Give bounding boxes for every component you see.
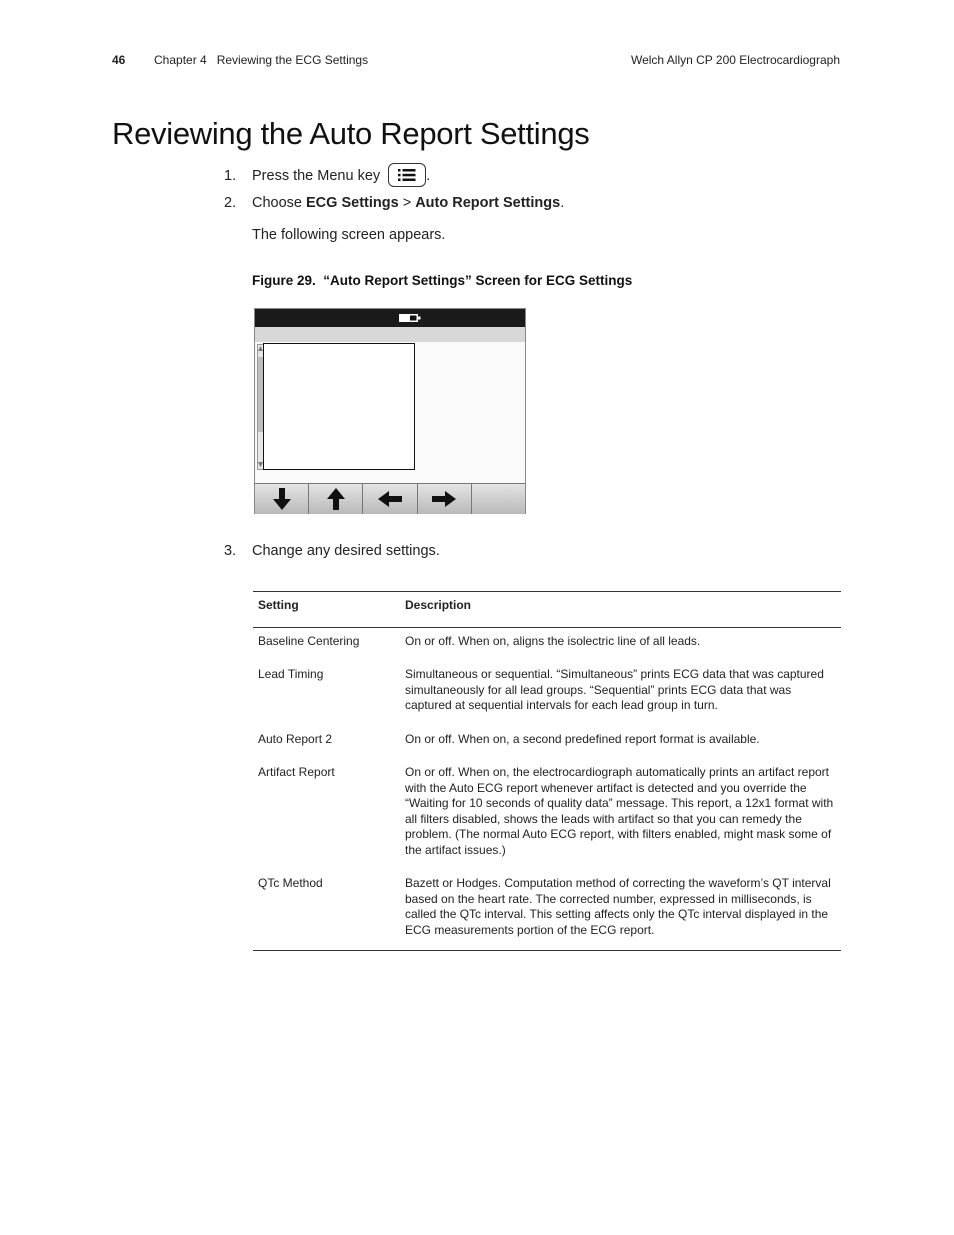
- settings-list[interactable]: [263, 343, 415, 470]
- step-text: Press the Menu key: [252, 167, 381, 184]
- menu-path-auto-report-settings: Auto Report Settings: [415, 195, 561, 211]
- setting-description: On or off. When on, a second predefined report format is available.: [405, 731, 760, 746]
- down-arrow-icon: [273, 488, 291, 510]
- screen-subtitle-bar: [255, 327, 525, 342]
- product-header: Welch Allyn CP 200 Electrocardiograph: [630, 53, 840, 67]
- step-suffix: .: [426, 167, 431, 184]
- figure-caption: Figure 29. “Auto Report Settings” Screen for ECG Settings: [252, 273, 633, 288]
- right-arrow-icon: [432, 491, 456, 507]
- step-1: [224, 164, 430, 188]
- step-number: 3.: [224, 543, 237, 559]
- softkey-up[interactable]: [309, 484, 363, 514]
- chapter-header: Chapter 4 Reviewing the ECG Settings: [154, 53, 369, 67]
- table-row: [253, 627, 841, 661]
- menu-path-ecg-settings: ECG Settings: [306, 195, 399, 211]
- battery-icon: [399, 314, 421, 322]
- table-row: [253, 870, 841, 951]
- column-header-description: Description: [400, 592, 841, 628]
- setting-name: Lead Timing: [258, 667, 324, 681]
- following-screen-text: The following screen appears.: [252, 227, 446, 243]
- setting-description: Bazett or Hodges. Computation method of correcting the waveform’s QT interval based on the heart rate. The corrected number, expressed in milliseconds, is called the QTc interval. This setting affects only the QTc interval displayed in the ECG measurements portion of the ECG report.: [400, 870, 841, 951]
- step-text: Choose: [252, 195, 307, 211]
- menu-path-separator: >: [398, 195, 416, 211]
- screen-title-bar: [255, 309, 525, 327]
- step-suffix: .: [560, 195, 565, 211]
- step-3: [224, 543, 440, 559]
- setting-description: Simultaneous or sequential. “Simultaneous” prints ECG data that was captured simultaneously for all lead groups. “Sequential” prints ECG data that was captured at sequential intervals for each lead group in turn.: [405, 667, 824, 712]
- column-header-setting: Setting: [253, 592, 400, 628]
- softkey-down[interactable]: [255, 484, 309, 514]
- table-row: [253, 661, 841, 726]
- table-row: [253, 759, 841, 870]
- left-arrow-icon: [378, 491, 402, 507]
- softkey-left[interactable]: [363, 484, 417, 514]
- step-2: [224, 195, 564, 211]
- device-screen: [254, 308, 526, 514]
- softkey-right[interactable]: [418, 484, 472, 514]
- setting-description: On or off. When on, aligns the isolectric line of all leads.: [405, 633, 701, 648]
- setting-name: Baseline Centering: [258, 633, 360, 648]
- settings-table: [253, 591, 841, 951]
- table-header-row: [253, 592, 841, 628]
- setting-name: Artifact Report: [258, 765, 335, 779]
- step-number: 1.: [224, 167, 237, 184]
- step-number: 2.: [224, 195, 237, 211]
- setting-name: QTc Method: [253, 870, 400, 951]
- table-row: [253, 726, 841, 760]
- page-number: 46: [112, 53, 126, 67]
- menu-key-icon: [388, 163, 426, 187]
- page-title: Reviewing the Auto Report Settings: [112, 116, 590, 151]
- softkey-blank[interactable]: [472, 484, 525, 514]
- setting-name: Auto Report 2: [258, 731, 333, 746]
- softkey-bar: [255, 483, 525, 514]
- up-arrow-icon: [327, 488, 345, 510]
- step-text: Change any desired settings.: [252, 543, 440, 559]
- setting-description: On or off. When on, the electrocardiograph automatically prints an artifact report with the Auto ECG report whenever artifact is detected and you override the “Waiting for 10 seconds of quality data” message. This report, a 12x1 format with all filters disabled, shows the leads with artifact so that you can remedy the problem. (The normal Auto ECG report, with filters enabled, might mask some of the artifact issues.): [405, 765, 834, 857]
